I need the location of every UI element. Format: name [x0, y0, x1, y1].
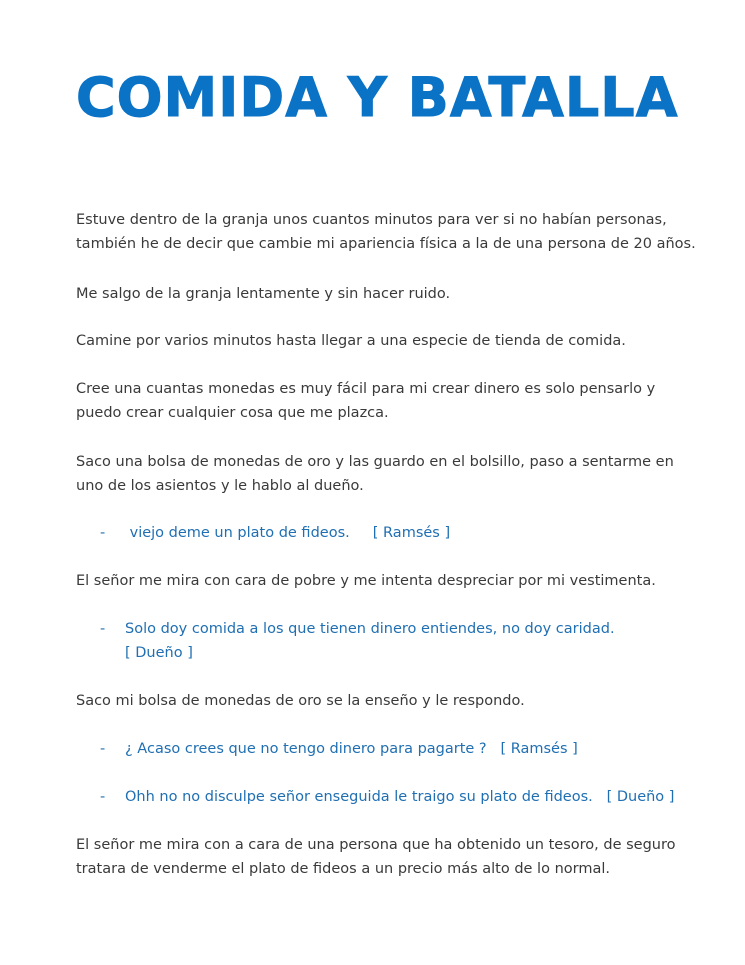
paragraph-1: Estuve dentro de la granja unos cuantos minutos para ver si no habían personas, también he de decir que cambie mi apariencia física a la de una persona de 20 años. [76, 212, 696, 252]
paragraph-5: Saco una bolsa de monedas de oro y las guardo en el bolsillo, paso a sentarme en uno de los asientos y le hablo al dueño. [76, 454, 674, 494]
dialogue-text: Ohh no no disculpe señor enseguida le traigo su plato de fideos. [125, 789, 593, 805]
paragraph-2: Me salgo de la granja lentamente y sin hacer ruido. [76, 286, 451, 302]
paragraph-8: El señor me mira con a cara de una persona que ha obtenido un tesoro, de seguro tratara de venderme el plato de fideos a un precio más alto de lo normal. [76, 837, 676, 877]
speaker-tag: [ Dueño ] [606, 789, 675, 805]
paragraph-6: El señor me mira con cara de pobre y me intenta despreciar por mi vestimenta. [76, 573, 656, 589]
paragraph-7: Saco mi bolsa de monedas de oro se la enseño y le respondo. [76, 693, 525, 709]
dialogue-dash: - [100, 525, 106, 541]
dialogue-line-2 [100, 617, 700, 665]
dialogue-dash: - [100, 741, 106, 757]
dialogue-text: Solo doy comida a los que tienen dinero entiendes, no doy caridad. [125, 621, 615, 637]
speaker-tag: [ Ramsés ] [500, 741, 578, 757]
dialogue-dash: - [100, 621, 106, 637]
dialogue-line-1 [100, 521, 700, 545]
paragraph-3: Camine por varios minutos hasta llegar a una especie de tienda de comida. [76, 333, 626, 349]
document-title: COMIDA Y BATALLA [76, 66, 679, 129]
paragraph-4: Cree una cuantas monedas es muy fácil para mi crear dinero es solo pensarlo y puedo crear cualquier cosa que me plazca. [76, 381, 656, 421]
dialogue-line-4 [100, 785, 700, 809]
dialogue-text: ¿ Acaso crees que no tengo dinero para pagarte ? [125, 741, 487, 757]
dialogue-text: viejo deme un plato de fideos. [125, 525, 350, 541]
speaker-tag: [ Dueño ] [125, 645, 193, 661]
dialogue-line-3 [100, 737, 700, 761]
dialogue-dash: - [100, 789, 106, 805]
speaker-tag: [ Ramsés ] [372, 525, 451, 541]
